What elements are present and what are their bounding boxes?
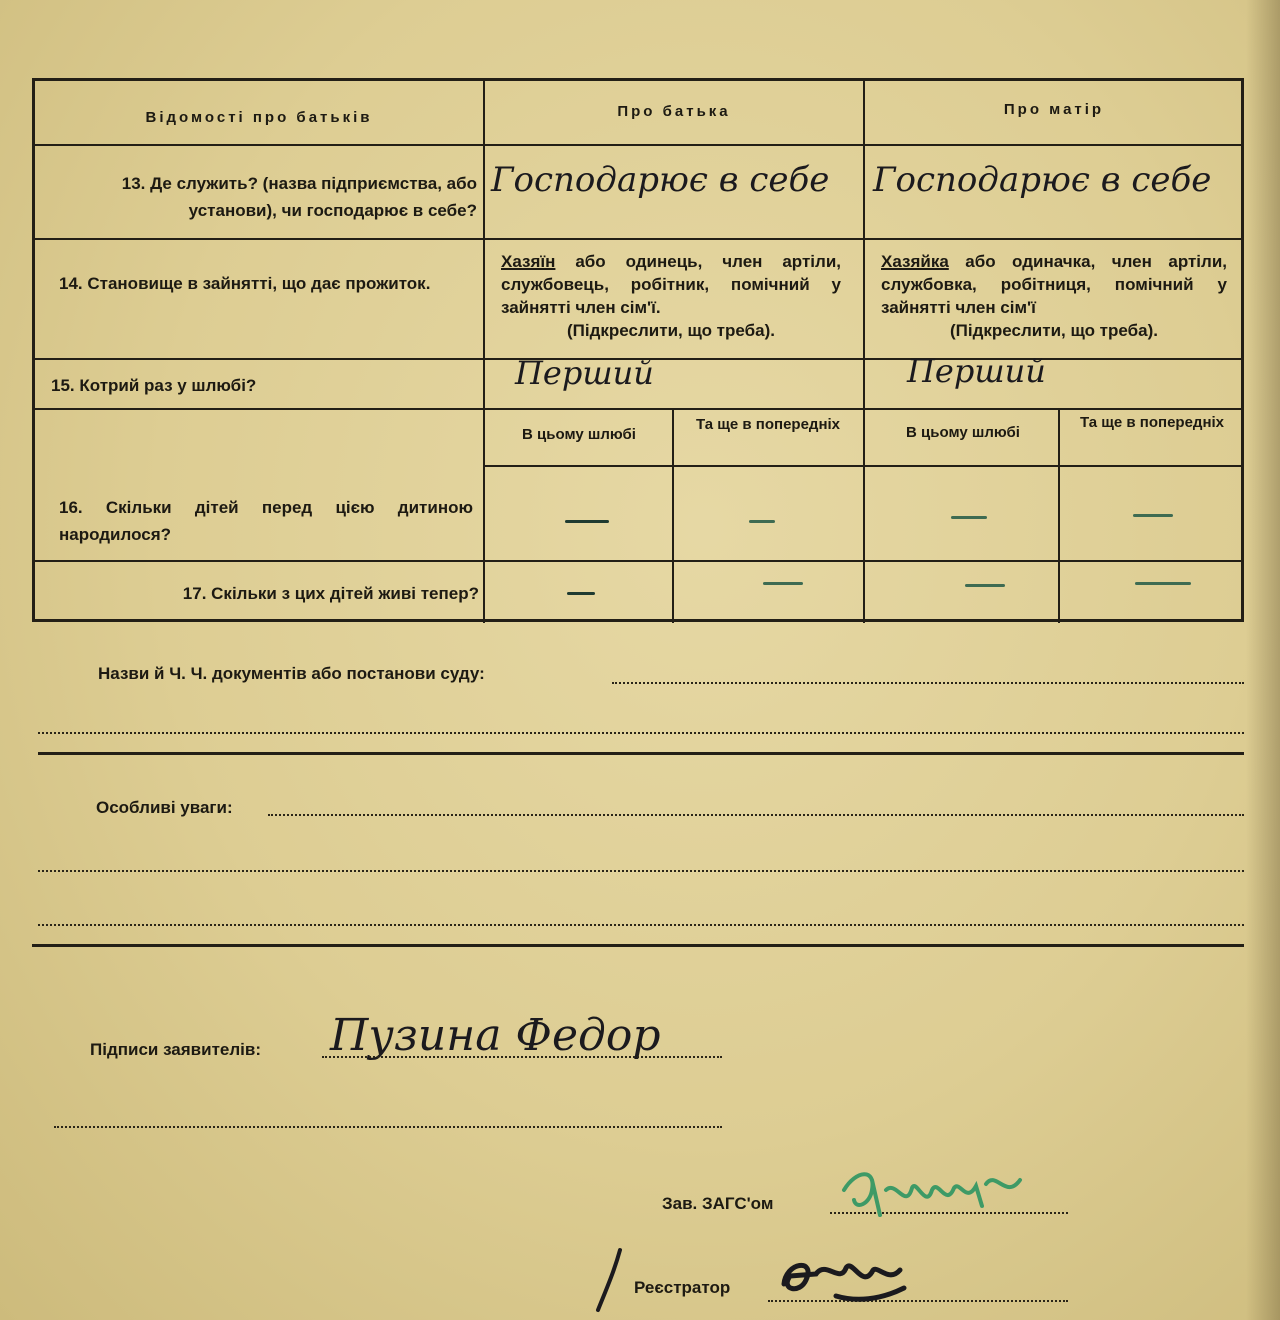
q14-mother-rest: або одиначка, член артіли, службовка, робітниця, помічний у зайнятті член сім'ї (881, 252, 1227, 317)
remarks-label: Особливі уваги: (96, 798, 233, 817)
row17-divider-mother (1058, 562, 1060, 623)
q16-subheader-rule (483, 465, 1243, 467)
parents-info-table (32, 78, 1244, 622)
q16-father-this-dash (565, 520, 609, 523)
q16-mother-this-dash (951, 516, 987, 519)
remarks-line-3 (38, 924, 1244, 926)
q16-mother-previous-header: Та ще в попередніх (1079, 414, 1225, 431)
subcolumn-divider-father (672, 410, 674, 560)
q13-label: 13. Де служить? (назва підприємства, або установи), чи господарює в себе? (121, 174, 477, 220)
q17-mother-prev-dash (1135, 582, 1191, 585)
q17-mother-this-dash (965, 584, 1005, 587)
page-edge-shadow (1246, 0, 1280, 1320)
registrar-signature-icon (776, 1244, 916, 1310)
remarks-line-1 (268, 814, 1244, 816)
q16-father-this-marriage-header: В цьому шлюбі (522, 426, 636, 443)
row-13 (35, 146, 1241, 240)
registry-head-label: Зав. ЗАГС'ом (662, 1194, 774, 1213)
registrar-label: Реєстратор (634, 1278, 731, 1297)
q14-father-rest: або одинець, член артіли, службовець, робітник, помічний у зайнятті член сім'ї. (501, 252, 841, 317)
applicant-signature: Пузина Федор (330, 1010, 661, 1061)
header-about-father: Про батька (617, 103, 731, 120)
section-divider-2 (32, 944, 1244, 947)
q16-mother-prev-dash (1133, 514, 1173, 517)
applicants-signature-label: Підписи заявителів: (90, 1040, 261, 1059)
applicants-line-1 (322, 1056, 722, 1058)
applicants-line-2 (54, 1126, 722, 1128)
q14-mother-underlined: Хазяйка (881, 252, 949, 271)
row-14 (35, 240, 1241, 360)
row-16 (35, 410, 1241, 562)
q16-father-previous-header: Та ще в попередніх (695, 416, 841, 433)
documents-label: Назви й Ч. Ч. документів або постанови суду: (98, 664, 485, 683)
header-parents-info: Відомості про батьків (145, 109, 373, 126)
table-header-row (35, 81, 1241, 146)
documents-line-1 (612, 682, 1244, 684)
q13-mother-answer: Господарює в себе (873, 160, 1212, 200)
row17-divider-father (672, 562, 674, 623)
q15-father-answer: Перший (515, 354, 654, 392)
remarks-line-2 (38, 870, 1244, 872)
q16-mother-this-marriage-header: В цьому шлюбі (906, 424, 1020, 441)
q14-mother-note: (Підкреслити, що треба). (950, 321, 1158, 340)
registry-head-signature-icon (836, 1160, 1036, 1230)
row-15 (35, 352, 1241, 410)
q14-mother-options (881, 250, 1227, 342)
q16-label: 16. Скільки дітей перед цією дитиною народилося? (59, 498, 473, 544)
documents-line-2 (38, 732, 1244, 734)
q17-label: 17. Скільки з цих дітей живі тепер? (182, 584, 479, 603)
q13-father-answer: Господарює в себе (491, 160, 830, 200)
q14-father-options (501, 250, 841, 342)
subcolumn-divider-mother (1058, 410, 1060, 560)
q15-label: 15. Котрий раз у шлюбі? (51, 376, 257, 395)
q14-father-note: (Підкреслити, що треба). (567, 321, 775, 340)
q14-label: 14. Становище в зайнятті, що дає прожиток. (59, 274, 431, 293)
header-about-mother: Про матір (1003, 101, 1105, 118)
q16-father-prev-dash (749, 520, 775, 523)
q14-father-underlined: Хазяїн (501, 252, 556, 271)
q17-father-prev-dash (763, 582, 803, 585)
q15-mother-answer: Перший (907, 352, 1046, 390)
margin-pencil-mark-icon (590, 1244, 630, 1316)
q17-father-this-dash (567, 592, 595, 595)
row-17 (35, 562, 1241, 623)
section-divider-1 (38, 752, 1244, 755)
